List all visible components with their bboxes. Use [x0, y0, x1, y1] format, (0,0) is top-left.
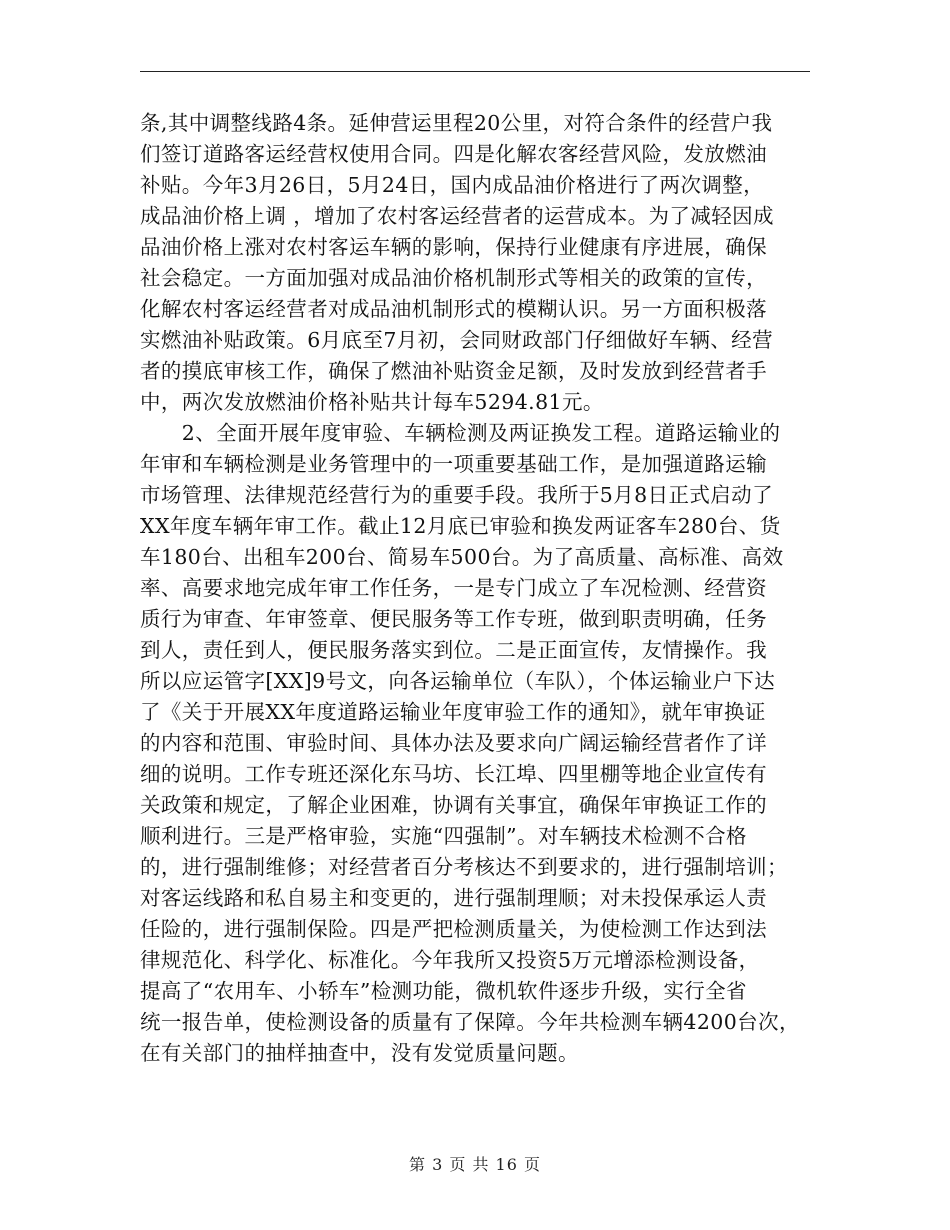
document-body: [140, 108, 820, 1069]
text-line: 率、高要求地完成年审工作任务，一是专门成立了车况检测、经营资: [140, 576, 767, 600]
text-line: 所以应运管字[XX]9号文，向各运输单位（车队），个体运输业户下达: [140, 669, 776, 693]
text-line: 质行为审查、年审签章、便民服务等工作专班，做到职责明确，任务: [140, 607, 767, 631]
text-line: 品油价格上涨对农村客运车辆的影响，保持行业健康有序进展，确保: [140, 235, 767, 259]
text-line: 2、全面开展年度审验、车辆检测及两证换发工程。道路运输业的: [140, 421, 781, 445]
text-line: 年审和车辆检测是业务管理中的一项重要基础工作，是加强道路运输: [140, 452, 767, 476]
text-line: 补贴。今年3月26日，5月24日，国内成品油价格进行了两次调整，: [140, 173, 765, 197]
text-line: 车180台、出租车200台、简易车500台。为了高质量、高标准、高效: [140, 545, 784, 569]
text-line: 关政策和规定，了解企业困难，协调有关事宜，确保年审换证工作的: [140, 793, 767, 817]
text-line: 统一报告单，使检测设备的质量有了保障。今年共检测车辆4200台次，: [140, 1010, 800, 1034]
text-line: 在有关部门的抽样抽查中，没有发觉质量问题。: [140, 1041, 579, 1065]
text-line: 的内容和范围、审验时间、具体办法及要求向广阔运输经营者作了详: [140, 731, 767, 755]
text-line: 们签订道路客运经营权使用合同。四是化解农客经营风险，发放燃油: [140, 142, 767, 166]
text-line: 者的摸底审核工作，确保了燃油补贴资金足额，及时发放到经营者手: [140, 359, 767, 383]
text-line: 条,其中调整线路4条。延伸营运里程20公里，对符合条件的经营户我: [140, 111, 773, 135]
text-line: 成品油价格上调 ，增加了农村客运经营者的运营成本。为了减轻因成: [140, 204, 774, 228]
text-line: XX年度车辆年审工作。截止12月底已审验和换发两证客车280台、货: [140, 514, 781, 538]
text-line: 律规范化、科学化、标准化。今年我所又投资5万元增添检测设备，: [140, 948, 760, 972]
text-line: 社会稳定。一方面加强对成品油价格机制形式等相关的政策的宣传，: [140, 266, 767, 290]
text-line: 市场管理、法律规范经营行为的重要手段。我所于5月8日正式启动了: [140, 483, 773, 507]
text-line: 化解农村客运经营者对成品油机制形式的模糊认识。另一方面积极落: [140, 297, 767, 321]
text-line: 中，两次发放燃油价格补贴共计每车5294.81元。: [140, 390, 604, 414]
text-line: 顺利进行。三是严格审验，实施“四强制”。对车辆技术检测不合格: [140, 824, 747, 848]
text-line: 细的说明。工作专班还深化东马坊、长江埠、四里棚等地企业宣传有: [140, 762, 767, 786]
header-rule: [140, 71, 810, 72]
text-line: 到人，责任到人，便民服务落实到位。二是正面宣传，友情操作。我: [140, 638, 767, 662]
text-line: 的，进行强制维修；对经营者百分考核达不到要求的，进行强制培训；: [140, 855, 788, 879]
page-number: 第 3 页 共 16 页: [409, 1155, 541, 1174]
text-line: 对客运线路和私自易主和变更的，进行强制理顺；对未投保承运人责: [140, 886, 767, 910]
text-line: 任险的，进行强制保险。四是严把检测质量关，为使检测工作达到法: [140, 917, 767, 941]
text-line: 实燃油补贴政策。6月底至7月初，会同财政部门仔细做好车辆、经营: [140, 328, 773, 352]
text-line: 了《关于开展XX年度道路运输业年度审验工作的通知》，就年审换证: [140, 700, 766, 724]
text-line: 提高了“农用车、小轿车”检测功能，微机软件逐步升级，实行全省: [140, 979, 747, 1003]
